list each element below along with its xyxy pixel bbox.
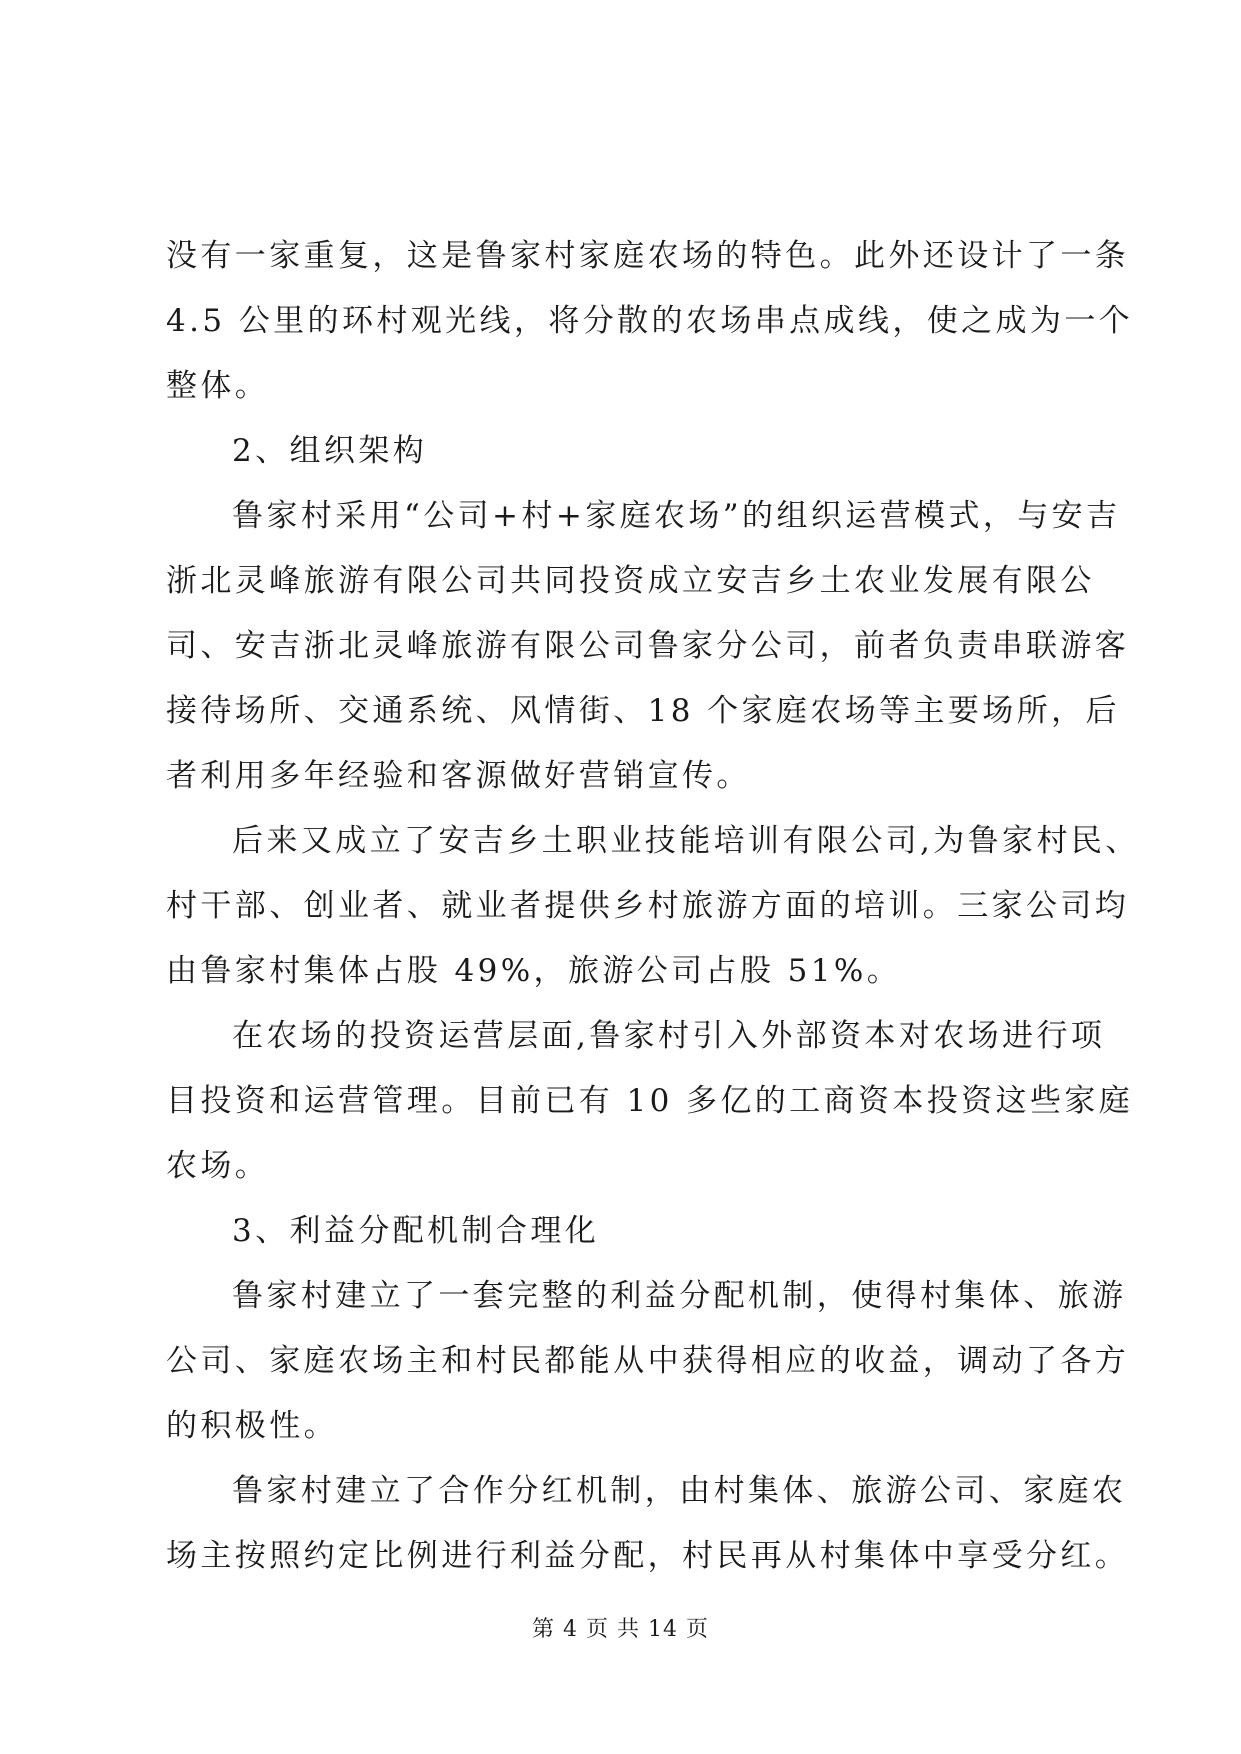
text-line: 村干部、创业者、就业者提供乡村旅游方面的培训。三家公司均 — [166, 888, 1130, 924]
text-line: 者利用多年经验和客源做好营销宣传。 — [166, 758, 751, 794]
text-line: 鲁家村采用“公司+村+家庭农场”的组织运营模式，与安吉 — [232, 498, 1121, 534]
paragraph — [166, 484, 1130, 809]
text-line: 4.5 公里的环村观光线，将分散的农场串点成线，使之成为一个 — [166, 303, 1134, 339]
text-line: 浙北灵峰旅游有限公司共同投资成立安吉乡土农业发展有限公 — [166, 563, 1095, 599]
text-line: 场主按照约定比例进行利益分配，村民再从村集体中享受分红。 — [166, 1538, 1130, 1574]
text-line: 目投资和运营管理。目前已有 10 多亿的工商资本投资这些家庭 — [166, 1083, 1134, 1119]
section-heading — [166, 1199, 1086, 1264]
paragraph — [166, 809, 1140, 1004]
section-heading — [166, 419, 1086, 484]
text-line: 2、组织架构 — [232, 433, 428, 469]
text-line: 农场。 — [166, 1148, 270, 1184]
text-line: 后来又成立了安吉乡土职业技能培训有限公司,为鲁家村民、 — [232, 823, 1140, 859]
text-line: 由鲁家村集体占股 49%，旅游公司占股 51%。 — [166, 953, 902, 989]
page-number-footer: 第 4 页 共 14 页 — [532, 1617, 709, 1642]
text-line: 的积极性。 — [166, 1408, 338, 1444]
paragraph — [166, 224, 1134, 419]
text-line: 鲁家村建立了合作分红机制，由村集体、旅游公司、家庭农 — [232, 1473, 1127, 1509]
text-line: 司、安吉浙北灵峰旅游有限公司鲁家分公司，前者负责串联游客 — [166, 628, 1130, 664]
document-body — [166, 224, 1140, 1589]
text-line: 在农场的投资运营层面,鲁家村引入外部资本对农场进行项 — [232, 1018, 1106, 1054]
paragraph — [166, 1264, 1130, 1459]
text-line: 接待场所、交通系统、风情街、18 个家庭农场等主要场所，后 — [166, 693, 1120, 729]
paragraph — [166, 1459, 1130, 1589]
text-line: 没有一家重复，这是鲁家村家庭农场的特色。此外还设计了一条 — [166, 238, 1130, 274]
text-line: 3、利益分配机制合理化 — [232, 1213, 600, 1249]
paragraph — [166, 1004, 1134, 1199]
text-line: 鲁家村建立了一套完整的利益分配机制，使得村集体、旅游 — [232, 1278, 1127, 1314]
text-line: 整体。 — [166, 368, 270, 404]
text-line: 公司、家庭农场主和村民都能从中获得相应的收益，调动了各方 — [166, 1343, 1130, 1379]
